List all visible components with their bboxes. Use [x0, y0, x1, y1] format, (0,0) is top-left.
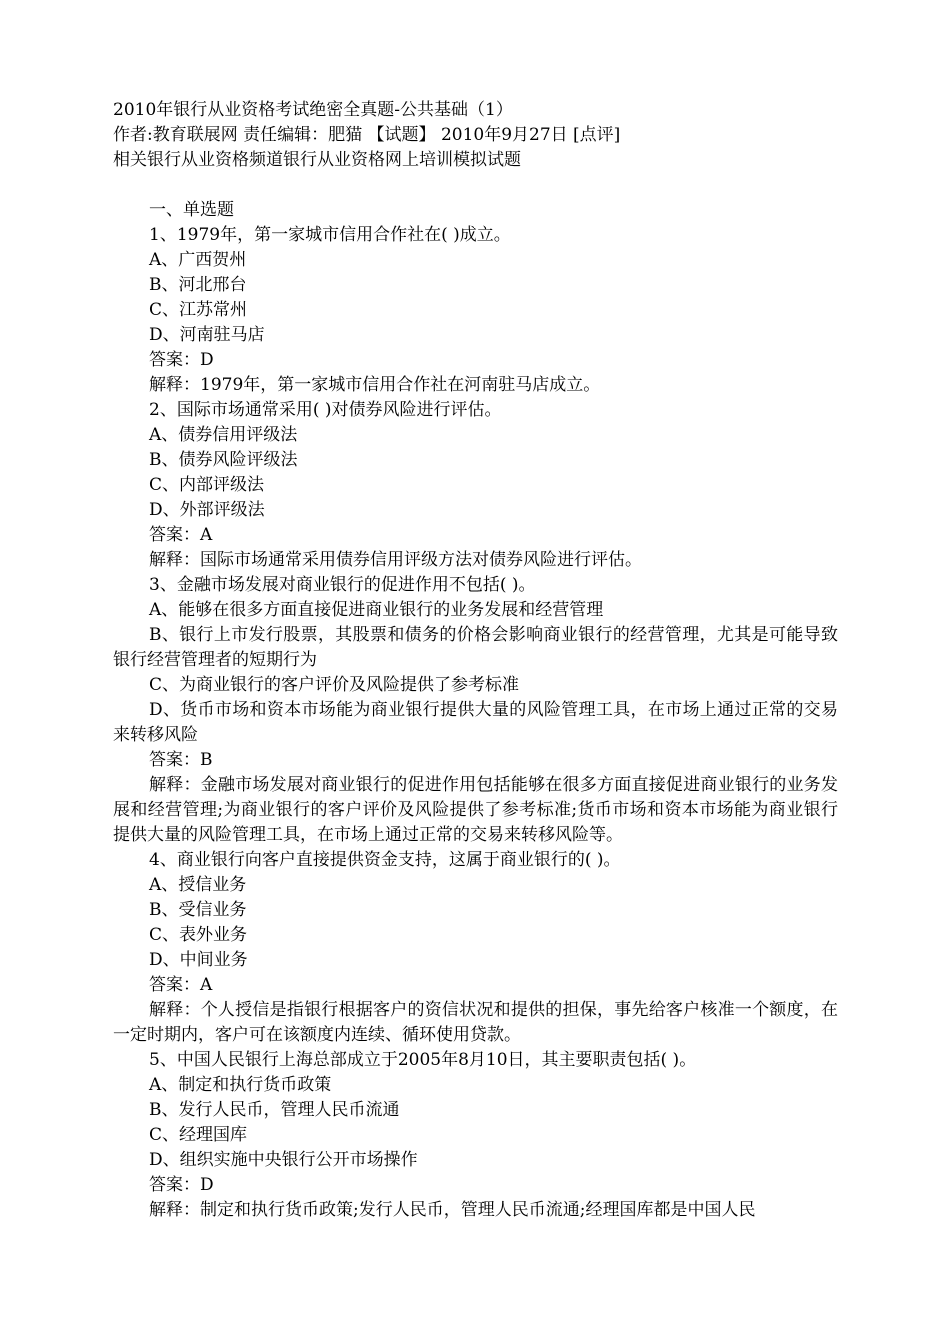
- question-block: [113, 398, 838, 573]
- option-b: B、债券风险评级法: [149, 450, 298, 470]
- explanation-text: 解释：个人授信是指银行根据客户的资信状况和提供的担保，事先给客户核准一个额度，在一定时期内，客户可在该额度内连续、循环使用贷款。: [113, 1000, 838, 1045]
- answer-text: 答案：D: [149, 1175, 214, 1195]
- question-text: 2、国际市场通常采用( )对债券风险进行评估。: [149, 400, 502, 420]
- option-d: D、货币市场和资本市场能为商业银行提供大量的风险管理工具，在市场上通过正常的交易来转移风险: [113, 700, 838, 745]
- question-block: [113, 1048, 838, 1223]
- explanation-text: 解释：金融市场发展对商业银行的促进作用包括能够在很多方面直接促进商业银行的业务发展和经营管理;为商业银行的客户评价及风险提供了参考标准;货币市场和资本市场能为商业银行提供大量的风险管理工具，在市场上通过正常的交易来转移风险等。: [113, 775, 838, 845]
- answer-text: 答案：B: [149, 750, 213, 770]
- option-a: A、能够在很多方面直接促进商业银行的业务发展和经营管理: [149, 600, 604, 620]
- related-links: 相关银行从业资格频道银行从业资格网上培训模拟试题: [113, 150, 521, 170]
- option-a: A、授信业务: [149, 875, 247, 895]
- explanation-text: 解释：1979年，第一家城市信用合作社在河南驻马店成立。: [149, 375, 601, 395]
- question-block: [113, 573, 838, 848]
- option-a: A、广西贺州: [149, 250, 247, 270]
- option-b: B、河北邢台: [149, 275, 247, 295]
- option-d: D、河南驻马店: [149, 325, 265, 345]
- option-c: C、为商业银行的客户评价及风险提供了参考标准: [149, 675, 520, 695]
- section-heading: 一、单选题: [149, 200, 234, 220]
- option-b: B、受信业务: [149, 900, 247, 920]
- option-c: C、经理国库: [149, 1125, 248, 1145]
- answer-text: 答案：A: [149, 975, 213, 995]
- answer-text: 答案：D: [149, 350, 214, 370]
- question-text: 5、中国人民银行上海总部成立于2005年8月10日，其主要职责包括( )。: [149, 1050, 697, 1070]
- option-d: D、外部评级法: [149, 500, 265, 520]
- option-a: A、债券信用评级法: [149, 425, 298, 445]
- question-text: 1、1979年，第一家城市信用合作社在( )成立。: [149, 225, 511, 245]
- option-c: C、内部评级法: [149, 475, 265, 495]
- option-d: D、中间业务: [149, 950, 248, 970]
- question-block: [113, 223, 838, 398]
- option-b: B、发行人民币，管理人民币流通: [149, 1100, 400, 1120]
- explanation-text: 解释：制定和执行货币政策;发行人民币，管理人民币流通;经理国库都是中国人民: [149, 1200, 756, 1220]
- document-title: 2010年银行从业资格考试绝密全真题-公共基础（1）: [113, 100, 513, 120]
- explanation-text: 解释：国际市场通常采用债券信用评级方法对债券风险进行评估。: [149, 550, 642, 570]
- question-text: 4、商业银行向客户直接提供资金支持，这属于商业银行的( )。: [149, 850, 621, 870]
- question-block: [113, 848, 838, 1048]
- blank-line: [113, 173, 838, 198]
- document-meta: 作者:教育联展网 责任编辑：肥猫 【试题】 2010年9月27日 [点评]: [113, 125, 621, 145]
- option-b: B、银行上市发行股票，其股票和债务的价格会影响商业银行的经营管理，尤其是可能导致银行经营管理者的短期行为: [113, 625, 838, 670]
- question-text: 3、金融市场发展对商业银行的促进作用不包括( )。: [149, 575, 536, 595]
- option-c: C、表外业务: [149, 925, 248, 945]
- option-c: C、江苏常州: [149, 300, 248, 320]
- option-a: A、制定和执行货币政策: [149, 1075, 332, 1095]
- document-page: [113, 98, 838, 1223]
- answer-text: 答案：A: [149, 525, 213, 545]
- option-d: D、组织实施中央银行公开市场操作: [149, 1150, 418, 1170]
